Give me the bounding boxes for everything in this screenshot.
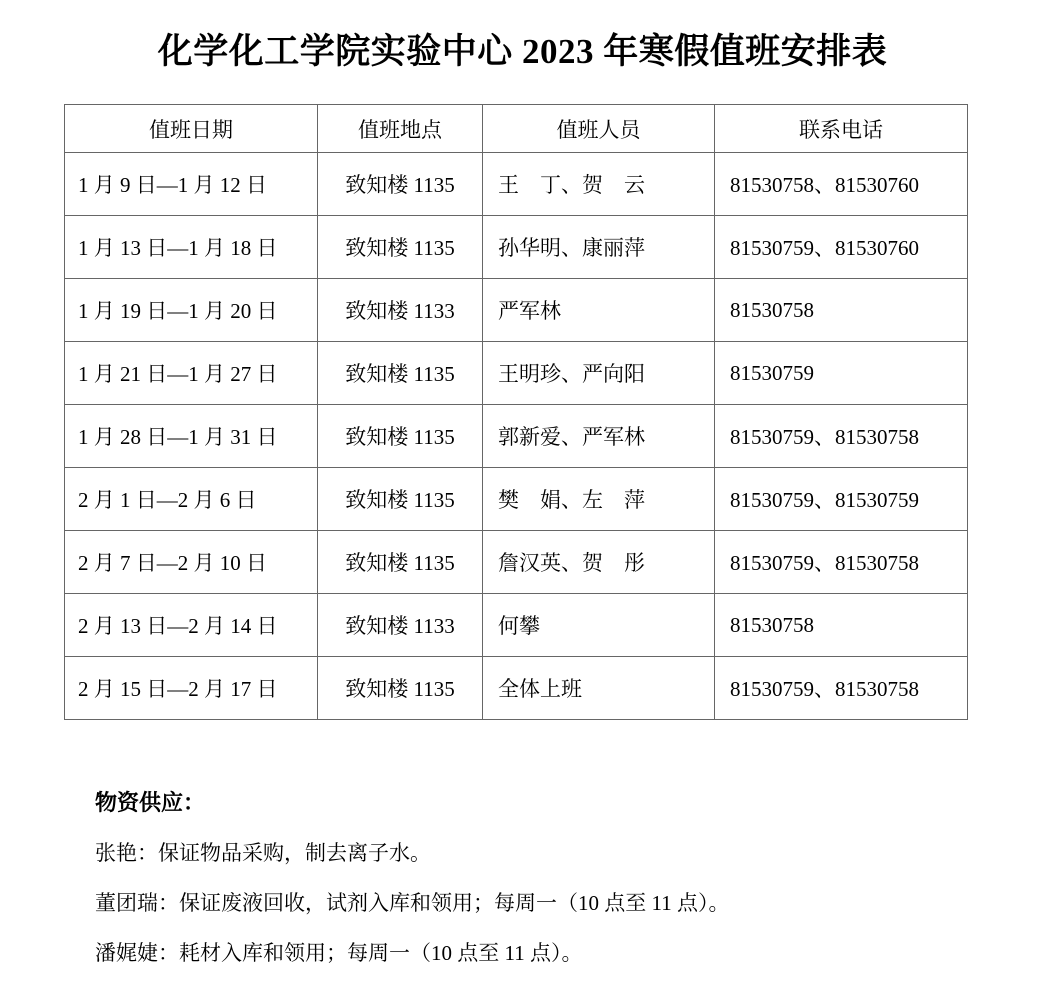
cell-location: 致知楼 1135 xyxy=(318,468,483,531)
cell-date: 1 月 13 日—1 月 18 日 xyxy=(65,216,318,279)
cell-date: 1 月 9 日—1 月 12 日 xyxy=(65,153,318,216)
table-row xyxy=(65,153,968,216)
cell-phone: 81530759、81530760 xyxy=(715,216,968,279)
supply-heading: 物资供应： xyxy=(95,790,206,815)
cell-date: 1 月 21 日—1 月 27 日 xyxy=(65,342,318,405)
document-page xyxy=(0,24,1045,1004)
table-row xyxy=(65,468,968,531)
cell-phone: 81530759、81530759 xyxy=(715,468,968,531)
column-header-phone: 联系电话 xyxy=(715,105,968,153)
cell-phone: 81530758 xyxy=(715,279,968,342)
cell-date: 2 月 13 日—2 月 14 日 xyxy=(65,594,318,657)
cell-location: 致知楼 1135 xyxy=(318,531,483,594)
supply-section xyxy=(95,788,1045,968)
cell-staff: 郭新爱、严军林 xyxy=(483,405,715,468)
column-header-staff: 值班人员 xyxy=(483,105,715,153)
duty-schedule-table xyxy=(64,104,968,720)
cell-staff: 樊 娟、左 萍 xyxy=(483,468,715,531)
cell-location: 致知楼 1135 xyxy=(318,405,483,468)
cell-phone: 81530758、81530760 xyxy=(715,153,968,216)
cell-location: 致知楼 1135 xyxy=(318,216,483,279)
cell-date: 2 月 1 日—2 月 6 日 xyxy=(65,468,318,531)
cell-phone: 81530759、81530758 xyxy=(715,657,968,720)
cell-phone: 81530759、81530758 xyxy=(715,405,968,468)
table-row xyxy=(65,657,968,720)
table-row xyxy=(65,405,968,468)
table-row xyxy=(65,216,968,279)
cell-location: 致知楼 1133 xyxy=(318,279,483,342)
page-title: 化学化工学院实验中心 2023 年寒假值班安排表 xyxy=(157,32,888,71)
cell-location: 致知楼 1135 xyxy=(318,342,483,405)
supply-line: 张艳：保证物品采购，制去离子水。 xyxy=(95,841,431,865)
cell-location: 致知楼 1133 xyxy=(318,594,483,657)
cell-staff: 何攀 xyxy=(483,594,715,657)
table-row xyxy=(65,531,968,594)
cell-phone: 81530758 xyxy=(715,594,968,657)
cell-date: 2 月 7 日—2 月 10 日 xyxy=(65,531,318,594)
cell-date: 2 月 15 日—2 月 17 日 xyxy=(65,657,318,720)
cell-date: 1 月 19 日—1 月 20 日 xyxy=(65,279,318,342)
cell-phone: 81530759 xyxy=(715,342,968,405)
table-row xyxy=(65,342,968,405)
cell-location: 致知楼 1135 xyxy=(318,153,483,216)
cell-date: 1 月 28 日—1 月 31 日 xyxy=(65,405,318,468)
supply-line: 潘娓婕：耗材入库和领用；每周一（10 点至 11 点）。 xyxy=(95,941,583,965)
supply-line: 董团瑞：保证废液回收，试剂入库和领用；每周一（10 点至 11 点）。 xyxy=(95,891,730,915)
cell-staff: 严军林 xyxy=(483,279,715,342)
cell-location: 致知楼 1135 xyxy=(318,657,483,720)
cell-staff: 王明珍、严向阳 xyxy=(483,342,715,405)
cell-staff: 孙华明、康丽萍 xyxy=(483,216,715,279)
table-row xyxy=(65,279,968,342)
table-header-row xyxy=(65,105,968,153)
column-header-location: 值班地点 xyxy=(318,105,483,153)
table-row xyxy=(65,594,968,657)
cell-phone: 81530759、81530758 xyxy=(715,531,968,594)
cell-staff: 王 丁、贺 云 xyxy=(483,153,715,216)
cell-staff: 全体上班 xyxy=(483,657,715,720)
cell-staff: 詹汉英、贺 彤 xyxy=(483,531,715,594)
column-header-date: 值班日期 xyxy=(65,105,318,153)
